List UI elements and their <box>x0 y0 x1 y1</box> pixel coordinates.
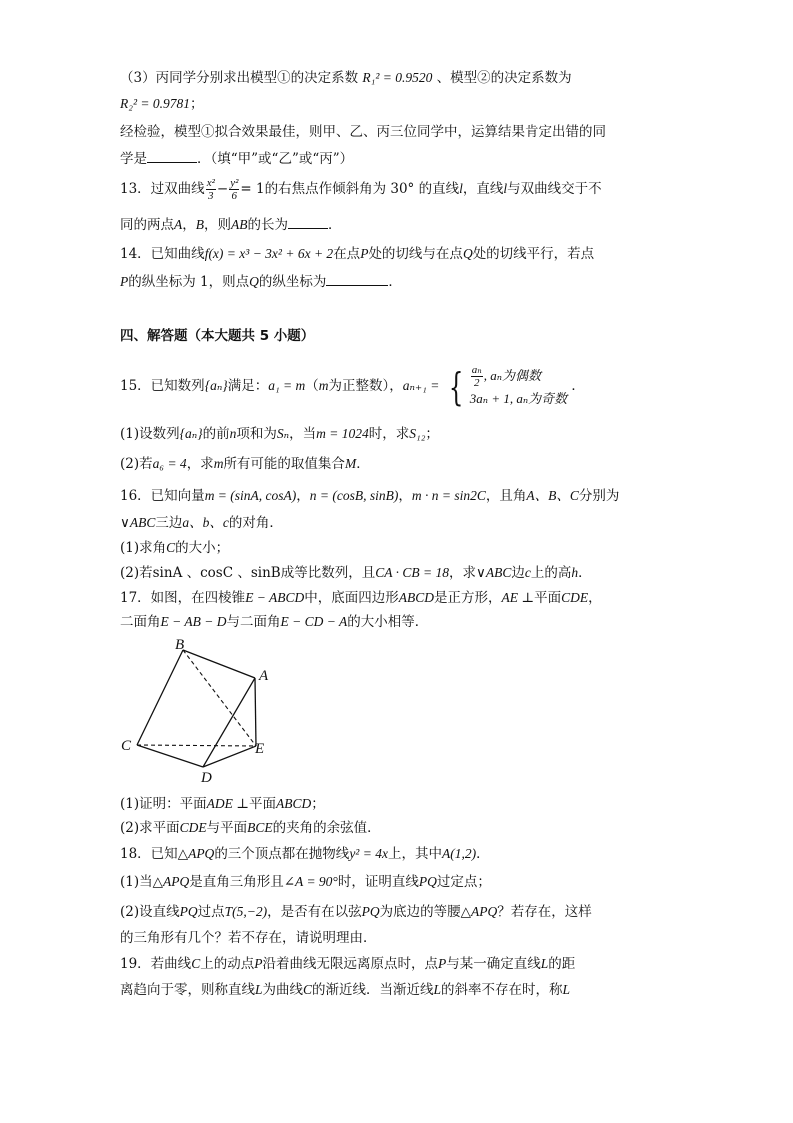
q15-var: a₆ = 4 <box>152 456 187 471</box>
vertex-label-B: B <box>175 637 185 653</box>
q19-var: L <box>433 982 442 997</box>
q13-text: 的右焦点作倾斜角为 30° 的直线 <box>264 181 460 197</box>
q15-text: （ <box>305 378 319 394</box>
q17-text: 二面角 <box>120 614 161 630</box>
q17-text: ， <box>588 590 602 606</box>
q15-line1 <box>120 360 585 412</box>
q18-var: A(1,2) <box>441 846 477 861</box>
vertex-label-E: E <box>255 741 265 757</box>
vertex-label-D: D <box>201 770 212 786</box>
q14-var: Q <box>249 274 259 289</box>
q17-var: CDE <box>179 820 207 835</box>
q15-var: m <box>213 456 224 471</box>
p3-line3 <box>120 148 353 169</box>
q18-sub1 <box>120 872 491 892</box>
q17-var: E − AB − D <box>160 614 227 629</box>
q16-dot: m · n = sin2C <box>411 488 486 503</box>
p3-text: 经检验，模型①拟合效果最佳，则甲、乙、丙三位同学中，运算结果肯定出错的同 <box>120 124 606 140</box>
q19-line2 <box>120 980 570 1000</box>
q17-var: ABCD <box>398 590 435 605</box>
q15-var: m = 1024 <box>316 426 369 441</box>
q19-var: C <box>191 956 201 971</box>
q16-sub2 <box>120 563 592 583</box>
q15-var: n <box>229 426 237 441</box>
q18-var: PQ <box>418 874 437 889</box>
q18-text: 是直角三角形且 <box>189 874 284 890</box>
q17-var: AE ⊥ <box>501 590 535 605</box>
answer-blank[interactable] <box>288 214 328 229</box>
q18-var: T(5,−2) <box>224 904 268 919</box>
fraction <box>471 364 483 389</box>
q19-var: P <box>437 956 447 971</box>
brace-glyph: { <box>448 364 463 409</box>
q18-sub2-line2 <box>120 928 377 948</box>
q15-var: {aₙ} <box>179 426 203 441</box>
q17-text: 与平面 <box>206 820 248 836</box>
q17-text: 的夹角的余弦值． <box>272 820 381 836</box>
q15-text: (2)若 <box>120 456 153 472</box>
q13-text: 的长为 <box>247 217 288 233</box>
edge-DA <box>203 678 255 767</box>
q17-text: 17．如图，在四棱锥 <box>120 590 246 606</box>
pyramid-figure <box>115 636 315 786</box>
case-rows <box>470 364 567 409</box>
q16-var: A、B、C <box>526 488 579 503</box>
q15-text: 的前 <box>202 426 230 442</box>
q17-text: 中，底面四边形 <box>304 590 399 606</box>
q15-var: m <box>318 378 329 393</box>
q16-text: ． <box>578 565 592 581</box>
q15-var: M <box>344 456 357 471</box>
frac-den: 6 <box>231 190 238 202</box>
q14-formula: f(x) = x³ − 3x² + 6x + 2 <box>204 246 334 261</box>
q19-line1 <box>120 954 575 974</box>
p3-r1: R₁² = 0.9520 <box>362 70 433 85</box>
q13-text: ． <box>328 217 342 233</box>
q13-text: − <box>216 181 229 197</box>
q19-text: 的渐近线．当渐近线 <box>312 982 434 998</box>
q13-line2 <box>120 214 342 235</box>
q14-text: 处的切线与在点 <box>368 246 463 262</box>
edge-CE <box>137 745 256 746</box>
p3-text: ．（填“甲”或“乙”或“丙”） <box>197 151 354 167</box>
q18-text: (2)设直线 <box>120 904 180 920</box>
edge-CD <box>137 745 203 767</box>
q17-var: ABCD <box>275 796 312 811</box>
q15-text: (1)设数列 <box>120 426 180 442</box>
q15-text: ． <box>571 378 585 394</box>
vertex-label-A: A <box>259 668 269 684</box>
q17-sub2 <box>120 818 381 838</box>
q18-sub2 <box>120 902 592 922</box>
q18-text: 为底边的等腰 <box>379 904 461 920</box>
q15-var: a₁ = m <box>268 378 306 393</box>
q17-text: 的大小相等． <box>347 614 429 630</box>
q18-var: PQ <box>179 904 198 919</box>
q17-text: (1)证明：平面 <box>120 796 207 812</box>
q17-var: CDE <box>561 590 589 605</box>
q17-text: 是正方形， <box>434 590 502 606</box>
q19-var: L <box>255 982 263 997</box>
q17-var: ADE ⊥ <box>206 796 249 811</box>
case-text: , aₙ为偶数 <box>483 368 542 383</box>
q18-text: 过点 <box>197 904 225 920</box>
q17-var: BCE <box>247 820 273 835</box>
q16-text: ， <box>398 488 412 504</box>
q15-text: ，当 <box>289 426 317 442</box>
q19-text: 离趋向于零，则称直线 <box>120 982 255 998</box>
q19-var: L <box>540 956 549 971</box>
q17-var: E − ABCD <box>245 590 305 605</box>
edge-BC <box>137 650 183 745</box>
q15-text: 15．已知数列 <box>120 378 205 394</box>
q17-line2 <box>120 612 428 632</box>
q18-text: 的三个顶点都在抛物线 <box>214 846 350 862</box>
q15-var: {aₙ} <box>204 378 228 393</box>
q18-var: ∠A = 90° <box>283 874 338 889</box>
q16-text: (1)求角 <box>120 540 167 556</box>
frac-num: aₙ <box>471 364 482 376</box>
q16-text: ， <box>296 488 310 504</box>
q16-var: a、b、c <box>182 515 229 530</box>
q16-var: h <box>571 565 579 580</box>
q13-text: 与双曲线交于不 <box>507 181 602 197</box>
q14-var: P <box>120 274 129 289</box>
edge-AE <box>255 678 256 746</box>
q19-text: 与某一确定直线 <box>446 956 541 972</box>
q18-text: 上，其中 <box>387 846 442 862</box>
fraction <box>229 177 239 202</box>
q13-text: ，则 <box>204 217 231 233</box>
q16-var: ∨ABC <box>475 565 512 580</box>
q17-text: 与二面角 <box>226 614 281 630</box>
q13-text: = 1 <box>240 181 265 197</box>
q15-text: 满足： <box>227 378 269 394</box>
q17-text: ； <box>311 796 325 812</box>
q13-text: 同的两点 <box>120 217 174 233</box>
edge-DE <box>203 746 256 767</box>
q18-text: 的三角形有几个？若不存在，请说明理由． <box>120 930 377 946</box>
q15-text: ． <box>356 456 370 472</box>
q19-text: 沿着曲线无限远离原点时，点 <box>262 956 438 972</box>
q16-text: 的大小； <box>175 540 230 556</box>
q18-var: △APQ <box>152 874 190 889</box>
q18-var: △APQ <box>460 904 498 919</box>
p3-r2: R₂² = 0.9781 <box>120 96 190 111</box>
q13-line1 <box>120 172 602 206</box>
q16-text: 上的高 <box>530 565 572 581</box>
frac-num: x² <box>206 177 215 189</box>
q14-text: 在点 <box>333 246 361 262</box>
vertex-label-C: C <box>121 738 132 754</box>
q14-text: ． <box>388 274 402 290</box>
p3-line1b <box>120 94 203 114</box>
q19-text: 的距 <box>548 956 576 972</box>
fraction <box>206 177 216 202</box>
q16-text: (2)若 <box>120 565 153 581</box>
q18-var: y² = 4x <box>349 846 388 861</box>
q16-text: ，且角 <box>485 488 527 504</box>
q18-text: 过定点； <box>436 874 491 890</box>
q15-text: 所有可能的取值集合 <box>223 456 345 472</box>
q14-text: 的纵坐标为 1，则点 <box>128 274 250 290</box>
q19-text: 的斜率不存在时，称 <box>441 982 563 998</box>
q13-var: l <box>459 181 463 196</box>
q15-sub2 <box>120 454 370 474</box>
q14-var: P <box>360 246 369 261</box>
frac-num: y² <box>230 177 239 189</box>
q19-var: P <box>254 956 263 971</box>
q13-var: l <box>503 181 508 196</box>
q16-text: 的对角． <box>228 515 283 531</box>
p3-text: 、模型②的决定系数为 <box>436 70 572 86</box>
q16-text: 边 <box>511 565 525 581</box>
q16-line1 <box>120 486 619 506</box>
answer-blank[interactable] <box>326 271 388 286</box>
q14-line1 <box>120 244 594 264</box>
q13-var: B <box>195 217 204 232</box>
q18-text: 18．已知 <box>120 846 178 862</box>
q16-text: 16．已知向量 <box>120 488 205 504</box>
q16-vector-n: n = (cosB, sinB) <box>309 488 399 503</box>
p3-text: 学是 <box>120 151 147 167</box>
q15-text: ，求 <box>186 456 214 472</box>
case-row-even <box>470 364 567 389</box>
q16-line2 <box>120 513 283 533</box>
q16-var: C <box>166 540 176 555</box>
q16-var: ∨ABC <box>120 515 156 530</box>
answer-blank[interactable] <box>147 148 197 163</box>
q14-text: 14．已知曲线 <box>120 246 205 262</box>
p3-text: ； <box>189 96 204 112</box>
q13-var: AB <box>231 217 248 232</box>
section-heading: 四、解答题（本大题共 5 小题） <box>120 328 315 344</box>
q17-text: 平面 <box>534 590 562 606</box>
q13-text: ，直线 <box>462 181 504 197</box>
q19-text: 上的动点 <box>200 956 255 972</box>
q16-trig: sinA 、cosC 、sinB <box>152 565 281 581</box>
q16-text: 成等比数列，且 <box>280 565 376 581</box>
q16-dot: CA · CB = 18 <box>375 565 449 580</box>
q18-line1 <box>120 844 490 864</box>
p3-text: （3）丙同学分别求出模型①的决定系数 <box>120 70 359 86</box>
q17-text: 平面 <box>248 796 276 812</box>
q14-text: 的纵坐标为 <box>258 274 327 290</box>
q16-sub1 <box>120 538 229 558</box>
q15-text: ； <box>425 426 439 442</box>
q18-text: ． <box>476 846 490 862</box>
q18-text: ？若存在，这样 <box>497 904 592 920</box>
q18-var: △APQ <box>177 846 215 861</box>
q13-var: A <box>174 217 183 232</box>
frac-den: 2 <box>474 377 480 389</box>
q19-text: 为曲线 <box>262 982 304 998</box>
q16-text: 分别为 <box>578 488 620 504</box>
case-row-odd: 3aₙ + 1, aₙ为奇数 <box>469 391 568 406</box>
q18-text: 时，证明直线 <box>337 874 419 890</box>
p3-line2 <box>120 122 606 142</box>
q17-sub1 <box>120 794 325 814</box>
q15-sub1 <box>120 424 439 444</box>
q13-text: ， <box>182 217 196 233</box>
q16-text: 三边 <box>155 515 183 531</box>
q15-text: 时，求 <box>368 426 410 442</box>
p3-line1 <box>120 68 572 88</box>
q13-text: 13．过双曲线 <box>120 181 205 197</box>
piecewise-definition <box>444 364 568 409</box>
q18-text: (1)当 <box>120 874 153 890</box>
q15-text: 为正整数）， <box>328 378 403 394</box>
q18-var: PQ <box>361 904 380 919</box>
q15-var: S₁₂ <box>409 426 426 441</box>
q19-text: 19．若曲线 <box>120 956 192 972</box>
q16-vector-m: m = (sinA, cosA) <box>204 488 297 503</box>
q17-line1 <box>120 588 602 608</box>
q15-text: 项和为 <box>236 426 277 442</box>
q15-lhs: aₙ₊₁ = <box>402 378 440 393</box>
q15-var: Sₙ <box>276 426 290 441</box>
q19-var: L <box>562 982 571 997</box>
q14-text: 处的切线平行，若点 <box>472 246 595 262</box>
q19-var: C <box>303 982 313 997</box>
q17-text: (2)求平面 <box>120 820 180 836</box>
q14-var: Q <box>462 246 473 261</box>
q18-text: ，是否有在以弦 <box>267 904 362 920</box>
q17-var: E − CD − A <box>280 614 348 629</box>
q16-var: c <box>524 565 531 580</box>
q16-text: ，求 <box>448 565 476 581</box>
q14-line2 <box>120 271 402 292</box>
frac-den: 3 <box>208 190 214 202</box>
